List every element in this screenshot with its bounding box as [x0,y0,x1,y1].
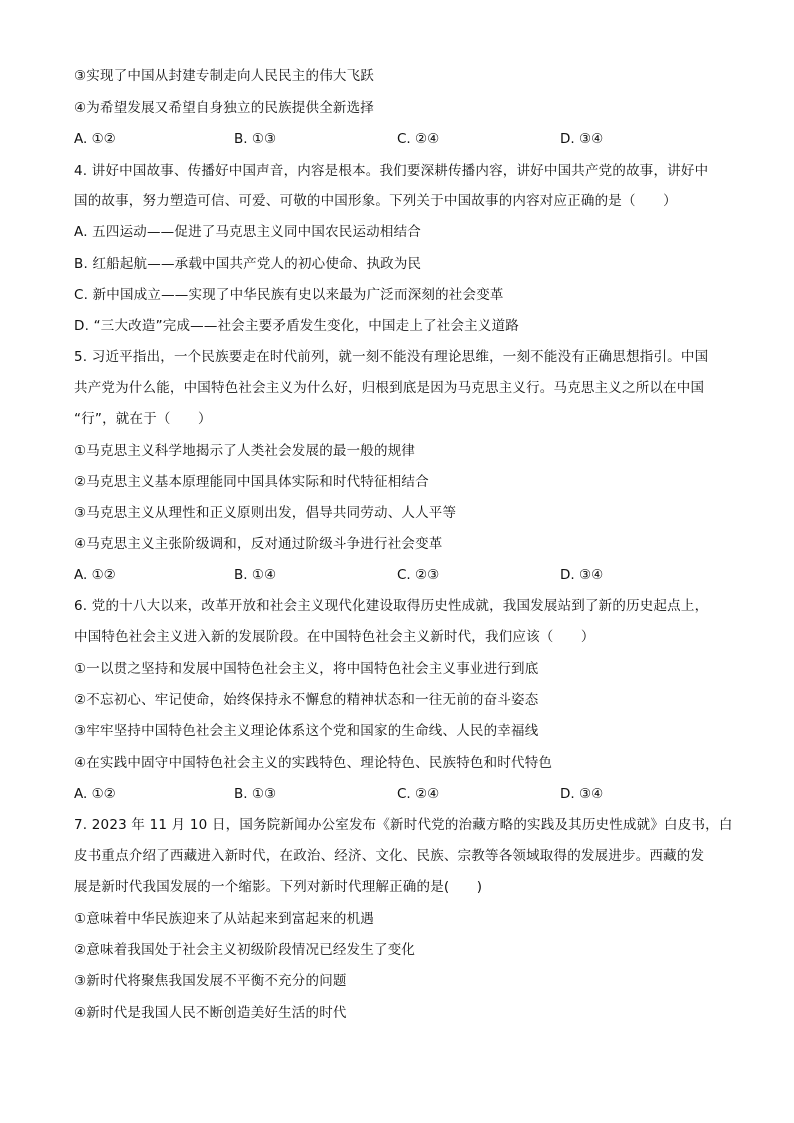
q6-item-3: ③牢牢坚持中国特色社会主义理论体系这个党和国家的生命线、人民的幸福线 [74,723,539,739]
q6-item-2: ②不忘初心、牢记使命，始终保持永不懈怠的精神状态和一往无前的奋斗姿态 [74,692,539,708]
q5-option-d[interactable]: D. ③④ [560,567,604,583]
q6-item-1: ①一以贯之坚持和发展中国特色社会主义，将中国特色社会主义事业进行到底 [74,661,539,677]
q4-choice-d[interactable]: D. “三大改造”完成——社会主要矛盾发生变化，中国走上了社会主义道路 [74,318,519,334]
q5-stem-line-1: 5. 习近平指出，一个民族要走在时代前列，就一刻不能没有理论思维，一刻不能没有正确思想指引。中国 [74,349,709,365]
q3-item-4: ④为希望发展又希望自身独立的民族提供全新选择 [74,100,375,116]
q7-stem-line-2: 皮书重点介绍了西藏进入新时代，在政治、经济、文化、民族、宗教等各领域取得的发展进步。西藏的发 [74,848,705,864]
q5-option-b[interactable]: B. ①④ [234,567,277,583]
q5-option-c[interactable]: C. ②③ [397,567,440,583]
q5-option-a[interactable]: A. ①② [74,567,116,583]
q3-option-a[interactable]: A. ①② [74,131,116,147]
q5-stem-line-2: 共产党为什么能，中国特色社会主义为什么好，归根到底是因为马克思主义行。马克思主义之所以在中国 [74,380,705,396]
q5-item-4: ④马克思主义主张阶级调和，反对通过阶级斗争进行社会变革 [74,536,443,552]
q4-stem-line-1: 4. 讲好中国故事、传播好中国声音，内容是根本。我们要深耕传播内容，讲好中国共产党的故事，讲好中 [74,163,709,179]
q7-item-2: ②意味着我国处于社会主义初级阶段情况已经发生了变化 [74,942,416,958]
q6-option-a[interactable]: A. ①② [74,786,116,802]
q7-item-1: ①意味着中华民族迎来了从站起来到富起来的机遇 [74,911,375,927]
q4-choice-b[interactable]: B. 红船起航——承载中国共产党人的初心使命、执政为民 [74,256,422,272]
q4-stem-line-2: 国的故事，努力塑造可信、可爱、可敬的中国形象。下列关于中国故事的内容对应正确的是（ ） [74,193,677,209]
q6-stem-line-1: 6. 党的十八大以来，改革开放和社会主义现代化建设取得历史性成就，我国发展站到了新的历史起点上， [74,598,709,614]
q6-option-b[interactable]: B. ①③ [234,786,277,802]
q7-item-4: ④新时代是我国人民不断创造美好生活的时代 [74,1005,347,1021]
q3-item-3: ③实现了中国从封建专制走向人民民主的伟大飞跃 [74,68,375,84]
q6-options [74,784,694,804]
q3-option-d[interactable]: D. ③④ [560,131,604,147]
q6-item-4: ④在实践中固守中国特色社会主义的实践特色、理论特色、民族特色和时代特色 [74,755,553,771]
q4-choice-c[interactable]: C. 新中国成立——实现了中华民族有史以来最为广泛而深刻的社会变革 [74,287,504,303]
q5-stem-line-3: “行”，就在于（ ） [74,411,212,427]
q3-option-b[interactable]: B. ①③ [234,131,277,147]
q7-item-3: ③新时代将聚焦我国发展不平衡不充分的问题 [74,973,347,989]
q6-option-c[interactable]: C. ②④ [397,786,440,802]
q4-choice-a[interactable]: A. 五四运动——促进了马克思主义同中国农民运动相结合 [74,224,421,240]
q5-item-2: ②马克思主义基本原理能同中国具体实际和时代特征相结合 [74,474,429,490]
q3-options [74,129,694,149]
q5-item-3: ③马克思主义从理性和正义原则出发，倡导共同劳动、人人平等 [74,505,457,521]
q6-option-d[interactable]: D. ③④ [560,786,604,802]
q7-stem-line-1: 7. 2023 年 11 月 10 日，国务院新闻办公室发布《新时代党的治藏方略的实践及其历史性成就》白皮书，白 [74,817,733,833]
q3-option-c[interactable]: C. ②④ [397,131,440,147]
q6-stem-line-2: 中国特色社会主义进入新的发展阶段。在中国特色社会主义新时代，我们应该（ ） [74,629,595,645]
q5-options [74,565,694,585]
q5-item-1: ①马克思主义科学地揭示了人类社会发展的最一般的规律 [74,443,416,459]
q7-stem-line-3: 展是新时代我国发展的一个缩影。下列对新时代理解正确的是( ) [74,879,483,895]
